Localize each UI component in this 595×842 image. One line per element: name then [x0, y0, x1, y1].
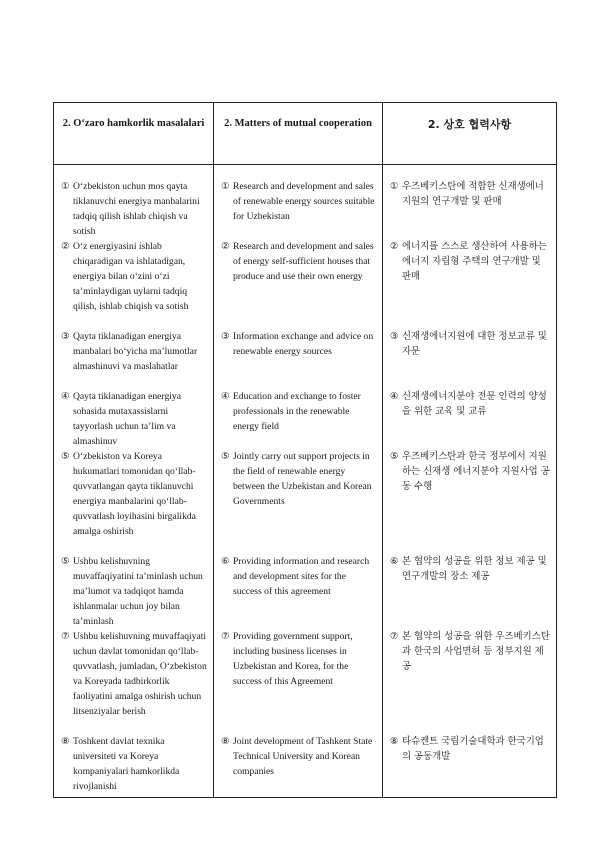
item-text: 타슈켄트 국립기술대학과 한국기업의 공동개발: [402, 736, 544, 762]
cell-uzbek: [54, 165, 214, 240]
item-text: 우즈베키스탄에 적합한 신재생에너지원의 연구개발 및 판매: [402, 181, 544, 207]
header-korean: 2. 상호 협력사항: [383, 103, 557, 165]
item-number: ⑦: [390, 631, 399, 642]
item-text: Providing information and research and development sites for the success of this agreement: [233, 556, 370, 597]
cooperation-matters-table: [53, 102, 557, 798]
table-row: [54, 734, 557, 797]
item-text: Qayta tiklanadigan energiya manbalari bo‘yicha ma’lumotlar almashinuvi va maslahatlar: [73, 331, 198, 372]
item-number: ⑦: [61, 631, 70, 642]
item-text: 본 협약의 성공을 위한 정보 제공 및 연구개발의 장소 제공: [402, 556, 547, 582]
cell-uzbek: [54, 554, 214, 629]
cell-korean: [383, 239, 557, 329]
item-number: ①: [221, 181, 230, 192]
item-number: ②: [390, 241, 399, 252]
table-row: [54, 629, 557, 734]
item-text: Education and exchange to foster professionals in the renewable energy field: [233, 391, 361, 432]
item-number: ⑧: [61, 736, 70, 747]
item-number: ④: [61, 391, 70, 402]
item-text: O‘zbekiston uchun mos qayta tiklanuvchi energiya manbalarini tadqiq qilish ishlab chiqish va sotish: [73, 181, 200, 237]
item-text: Research and development and sales of renewable energy sources suitable for Uzbekistan: [233, 181, 375, 222]
cell-uzbek: [54, 734, 214, 797]
cell-uzbek: [54, 239, 214, 329]
item-number: ⑤: [61, 451, 70, 462]
item-text: Toshkent davlat texnika universiteti va Koreya kompaniyalari hamkorlikda rivojlanishi: [73, 736, 180, 792]
cell-uzbek: [54, 329, 214, 389]
item-text: 신재생에너지원에 대한 정보교류 및 자문: [402, 331, 547, 357]
table-row: [54, 389, 557, 449]
item-text: Information exchange and advice on renewable energy sources: [233, 331, 374, 357]
item-number: ②: [61, 241, 70, 252]
item-number: ①: [390, 181, 399, 192]
item-number: ⑤: [390, 451, 399, 462]
cell-english: [214, 389, 383, 449]
header-english: 2. Matters of mutual cooperation: [214, 103, 383, 165]
header-uzbek: 2. O‘zaro hamkorlik masalalari: [54, 103, 214, 165]
item-number: ⑥: [221, 556, 230, 567]
item-number: ③: [390, 331, 399, 342]
item-number: ④: [390, 391, 399, 402]
cell-english: [214, 629, 383, 734]
item-text: Joint development of Tashkent State Technical University and Korean companies: [233, 736, 373, 777]
cell-uzbek: [54, 449, 214, 554]
table-row: [54, 239, 557, 329]
item-text: 우즈베키스탄과 한국 정부에서 지원하는 신재생 에너지분야 지원사업 공동 수행: [402, 451, 550, 492]
item-text: Ushbu kelishuvning muvaffaqiyatini ta’minlash uchun ma’lumot va tadqiqot hamda ishlanmalar uchun joy bilan ta’minlash: [73, 556, 203, 627]
cell-uzbek: [54, 629, 214, 734]
item-text: Research and development and sales of energy self-sufficient houses that produce and use their own energy: [233, 241, 374, 282]
cell-english: [214, 554, 383, 629]
cell-korean: [383, 554, 557, 629]
cell-english: [214, 329, 383, 389]
cell-uzbek: [54, 389, 214, 449]
table-row: [54, 329, 557, 389]
item-text: Providing government support, including business licenses in Uzbekistan and Korea, for the success of this Agreement: [233, 631, 353, 687]
item-text: O‘z energiyasini ishlab chiqaradigan va ishlatadigan, energiya bilan o‘zini o‘zi ta’minlaydigan uylarni tadqiq qilish, ishlab chiqish va sotish: [73, 241, 189, 312]
cell-korean: [383, 629, 557, 734]
item-number: ⑥: [390, 556, 399, 567]
item-number: ②: [221, 241, 230, 252]
table-row: [54, 449, 557, 554]
item-number: ③: [61, 331, 70, 342]
item-text: 신재생에너지분야 전문 인력의 양성을 위한 교육 및 교류: [402, 391, 547, 417]
item-text: 본 협약의 성공을 위한 우즈베키스탄과 한국의 사업면허 등 정부지원 제공: [402, 631, 550, 672]
item-number: ⑤: [221, 451, 230, 462]
item-text: Jointly carry out support projects in the field of renewable energy between the Uzbekistan and Korean Governments: [233, 451, 372, 507]
item-text: Ushbu kelishuvning muvaffaqiyati uchun davlat tomonidan qo‘llab-quvvatlash, jumladan, O‘zbekiston va Koreyada tadbirkorlik faoliyatini amalga oshirish uchun litsenziyalar berish: [73, 631, 207, 717]
item-text: Qayta tiklanadigan energiya sohasida mutaxassislarni tayyorlash uchun ta’lim va almashinuv: [73, 391, 181, 447]
cell-english: [214, 449, 383, 554]
item-number: ①: [61, 181, 70, 192]
item-number: ⑧: [221, 736, 230, 747]
cell-korean: [383, 734, 557, 797]
item-number: ⑦: [221, 631, 230, 642]
item-number: ④: [221, 391, 230, 402]
table-row: [54, 554, 557, 629]
cell-english: [214, 239, 383, 329]
cell-korean: [383, 165, 557, 240]
item-number: ⑧: [390, 736, 399, 747]
item-text: 에너지를 스스로 생산하여 사용하는 에너지 자립형 주택의 연구개발 및 판매: [402, 241, 547, 282]
item-number: ③: [221, 331, 230, 342]
item-text: O‘zbekiston va Koreya hukumatlari tomonidan qo‘llab-quvvatlangan qayta tiklanuvchi energiya manbalarini qo‘llab-quvvatlash loyihasini birgalikda amalga oshirish: [73, 451, 196, 537]
cell-english: [214, 734, 383, 797]
item-number: ⑤: [61, 556, 70, 567]
cell-korean: [383, 329, 557, 389]
cell-english: [214, 165, 383, 240]
table-header-row: [54, 103, 557, 165]
cell-korean: [383, 389, 557, 449]
cell-korean: [383, 449, 557, 554]
table-row: [54, 165, 557, 240]
